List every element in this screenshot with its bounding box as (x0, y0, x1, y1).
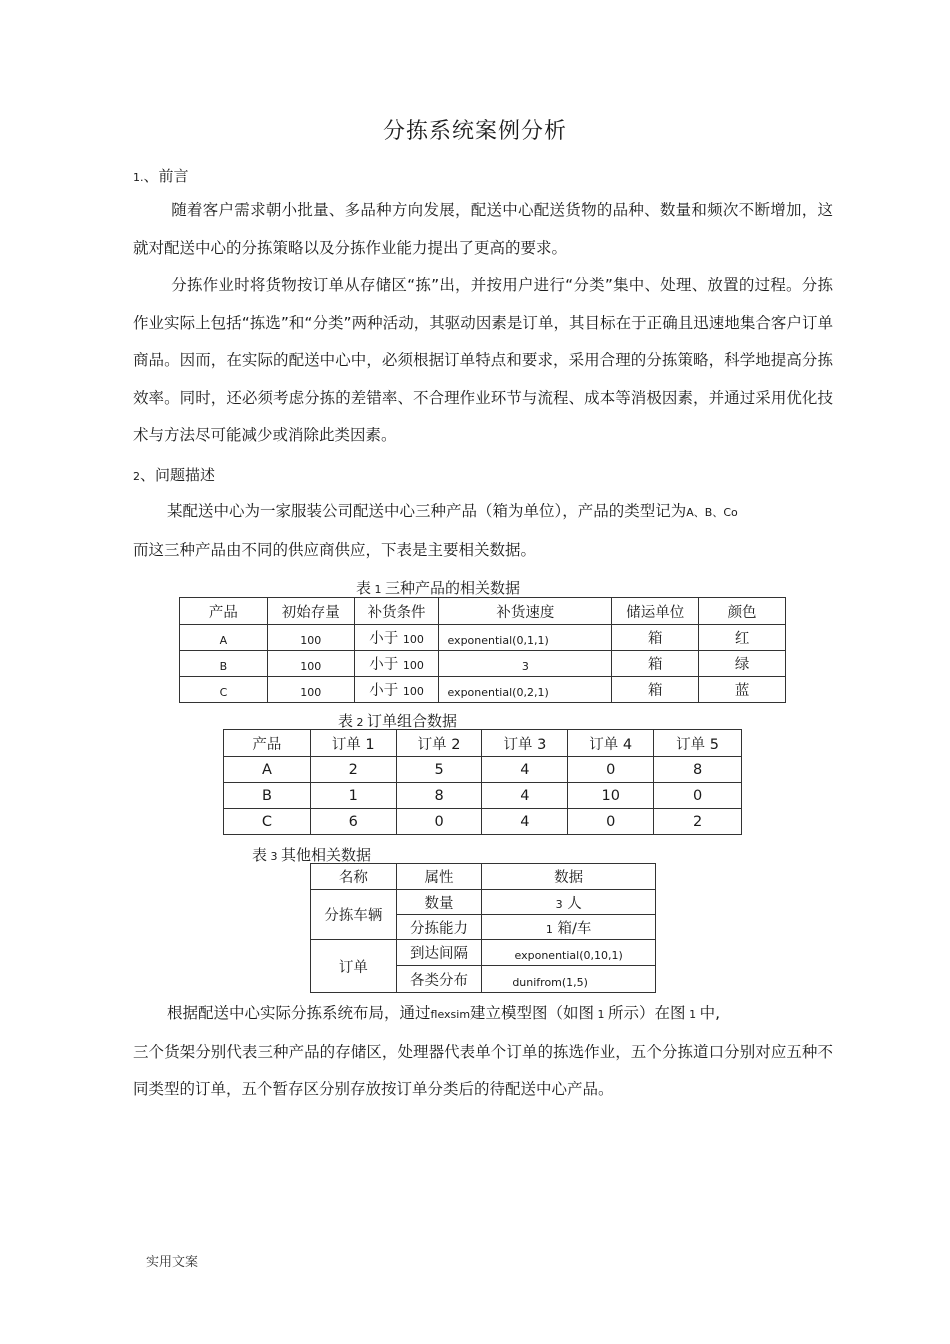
table-cell: 箱 (612, 625, 699, 651)
table-row (224, 783, 742, 809)
problem-paragraph: 某配送中心为一家服装公司配送中心三种产品（箱为单位），产品的类型记为A、B、Co 而这三种产品由不同的供应商供应，下表是主要相关数据。 (133, 502, 738, 559)
table-header-row (180, 598, 786, 625)
table-cell: exponential(0,1,1) (439, 625, 612, 651)
table-cell: 到达间隔 (396, 940, 482, 966)
header-cell: 补货速度 (439, 598, 612, 625)
table-cell: 蓝 (699, 677, 786, 703)
intro-paragraph-1: 随着客户需求朝小批量、多品种方向发展，配送中心配送货物的品种、数量和频次不断增加，这就对配送中心的分拣策略以及分拣作业能力提出了更高的要求。 (133, 201, 833, 257)
table-cell: 数量 (396, 890, 482, 915)
table-cell: 1 箱/车 (482, 915, 656, 940)
table-header-row (224, 730, 742, 757)
closing-paragraph: 根据配送中心实际分拣系统布局，通过flexsim建立模型图（如图 1 所示）在图 1 中, 三个货架分别代表三种产品的存储区，处理器代表单个订单的拣选作业，五个分拣道口分别对应五种不同类型的订单，五个暂存区分别存放按订单分类后的待配送中心产品。 (133, 1004, 833, 1098)
table-cell: 100 (267, 625, 354, 651)
table-cell: 1 (310, 783, 396, 809)
table-row (180, 651, 786, 677)
table-cell: A (180, 625, 268, 651)
table-cell: 8 (396, 783, 482, 809)
table-cell: 小于 100 (354, 677, 439, 703)
table-cell: 4 (482, 809, 568, 835)
table-cell: 红 (699, 625, 786, 651)
table-cell: 各类分布 (396, 966, 482, 993)
document-title: 分拣系统案例分析 (382, 119, 567, 144)
table-cell: 小于 100 (354, 625, 439, 651)
section-number: 2 (133, 470, 140, 483)
table-header-row (311, 864, 656, 890)
table-cell: 分拣能力 (396, 915, 482, 940)
section-heading-problem (133, 464, 215, 485)
table-row (311, 940, 656, 966)
table-cell: 5 (396, 757, 482, 783)
section-separator: 、 (140, 466, 156, 484)
table2-caption: 表 2 订单组合数据 (338, 712, 458, 730)
header-cell: 数据 (482, 864, 656, 890)
section-label: 问题描述 (155, 466, 216, 484)
table-cell: 0 (396, 809, 482, 835)
table-cell: 绿 (699, 651, 786, 677)
section-number: 1. (133, 171, 144, 184)
table-cell: exponential(0,2,1) (439, 677, 612, 703)
table3-caption: 表 3 其他相关数据 (252, 846, 372, 864)
header-cell: 名称 (311, 864, 397, 890)
table-cell: 3 人 (482, 890, 656, 915)
table-row (180, 625, 786, 651)
header-cell: 产品 (180, 598, 268, 625)
table-cell: 0 (568, 809, 654, 835)
table1-caption: 表 1 三种产品的相关数据 (356, 579, 521, 597)
header-cell: 颜色 (699, 598, 786, 625)
table-row (224, 757, 742, 783)
table-cell: B (180, 651, 268, 677)
table-cell: 小于 100 (354, 651, 439, 677)
table-cell: 箱 (612, 651, 699, 677)
table-cell: C (224, 809, 311, 835)
table-cell: 2 (654, 809, 742, 835)
section-label: 前言 (158, 167, 189, 185)
table-cell: 2 (310, 757, 396, 783)
table-cell: 0 (568, 757, 654, 783)
header-cell: 订单 4 (568, 730, 654, 757)
table-cell: 3 (439, 651, 612, 677)
table-cell: exponential(0,10,1) (482, 940, 656, 966)
table-cell: 分拣车辆 (311, 890, 397, 940)
table3 (310, 863, 656, 993)
table-cell: C (180, 677, 268, 703)
table-cell: A (224, 757, 311, 783)
table-cell: 订单 (311, 940, 397, 993)
table-cell: dunifrom(1,5) (482, 966, 656, 993)
header-cell: 产品 (224, 730, 311, 757)
section-separator: 、 (143, 167, 159, 185)
header-cell: 储运单位 (612, 598, 699, 625)
header-cell: 订单 2 (396, 730, 482, 757)
table-cell: 100 (267, 651, 354, 677)
header-cell: 订单 1 (310, 730, 396, 757)
table-cell: 箱 (612, 677, 699, 703)
table1 (179, 597, 786, 703)
table-cell: 100 (267, 677, 354, 703)
table-cell: 4 (482, 757, 568, 783)
table-cell: 10 (568, 783, 654, 809)
table2 (223, 729, 742, 835)
header-cell: 补货条件 (354, 598, 439, 625)
table-row (180, 677, 786, 703)
page-footer: 实用文案 (146, 1255, 199, 1270)
table-cell: 8 (654, 757, 742, 783)
header-cell: 初始存量 (267, 598, 354, 625)
table-cell: 0 (654, 783, 742, 809)
table-cell: 4 (482, 783, 568, 809)
header-cell: 订单 5 (654, 730, 742, 757)
table-row (311, 890, 656, 915)
table-row (224, 809, 742, 835)
section-heading-intro (133, 165, 189, 186)
intro-paragraph-2: 分拣作业时将货物按订单从存储区“拣”出，并按用户进行“分类”集中、处理、放置的过程。分拣作业实际上包括“拣选”和“分类”两种活动，其驱动因素是订单，其目标在于正确且迅速地集合客户订单商品。因而，在实际的配送中心中，必须根据订单特点和要求，采用合理的分拣策略，科学地提高分拣效率。同时，还必须考虑分拣的差错率、不合理作业环节与流程、成本等消极因素，并通过采用优化技术与方法尽可能减少或消除此类因素。 (133, 276, 833, 444)
table-cell: B (224, 783, 311, 809)
table-cell: 6 (310, 809, 396, 835)
header-cell: 属性 (396, 864, 482, 890)
header-cell: 订单 3 (482, 730, 568, 757)
